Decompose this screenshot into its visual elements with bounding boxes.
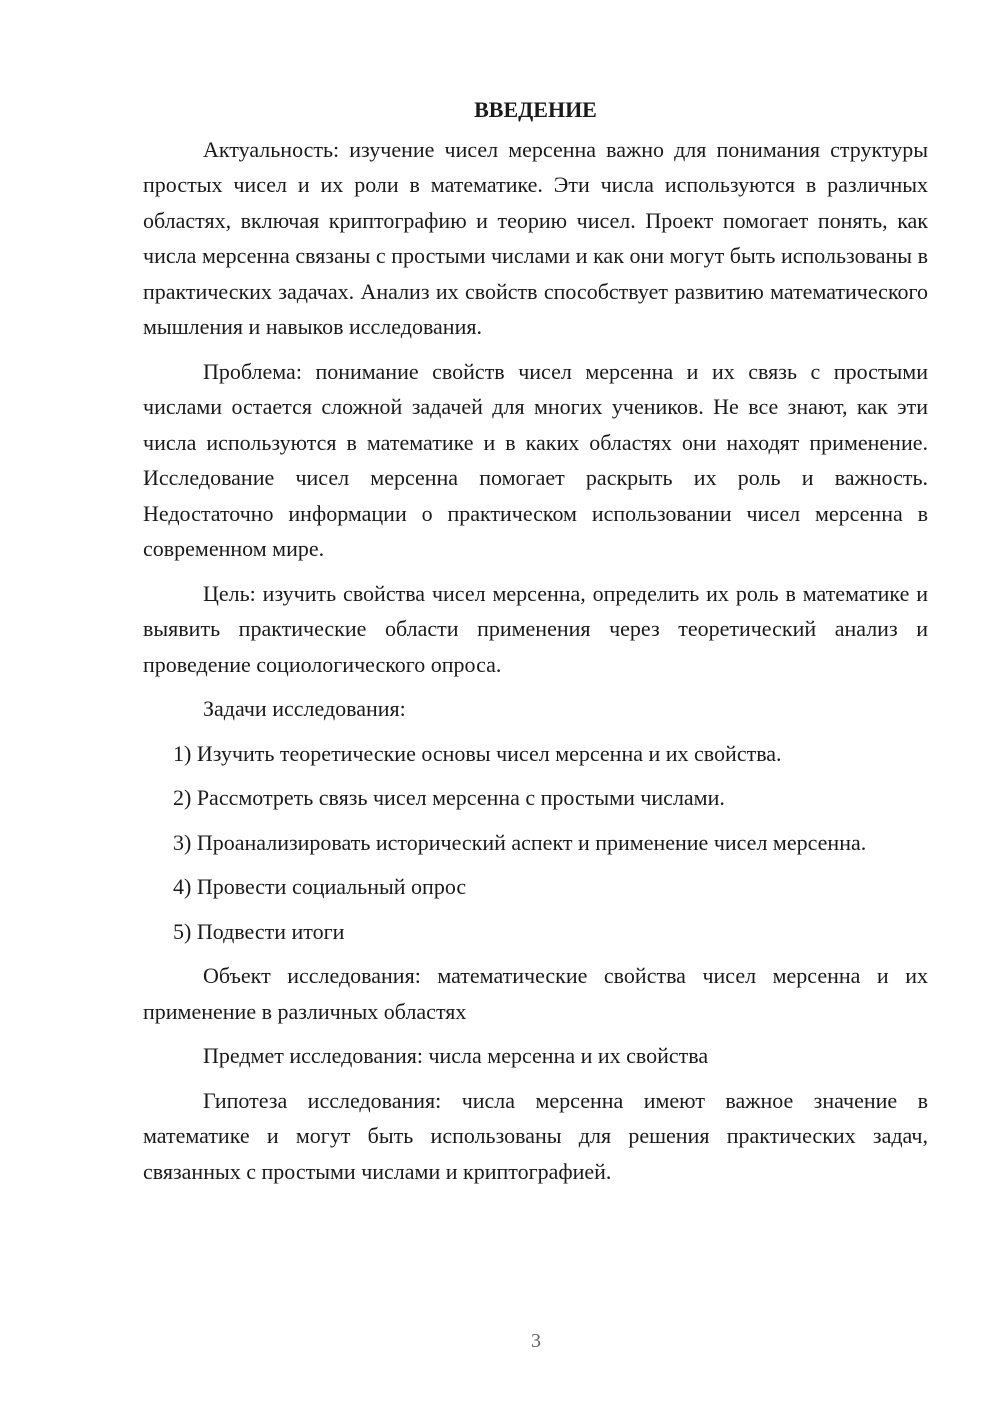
task-item-2: 2) Рассмотреть связь чисел мерсенна с простыми числами. [173,785,725,810]
document-body [143,92,928,1198]
hypothesis-paragraph: Гипотеза исследования: числа мерсенна имеют важное значение в математике и могут быть использованы для решения практических задач, связанных с простыми числами и криптографией. [143,1087,928,1184]
tasks-title: Задачи исследования: [203,696,406,721]
task-item-1: 1) Изучить теоретические основы чисел мерсенна и их свойства. [173,740,782,766]
problem-paragraph: Проблема: понимание свойств чисел мерсенна и их связь с простыми числами остается сложной задачей для многих учеников. Не все знают, как эти числа используются в математике и в каких областях они находят применение. Исследование чисел мерсенна помогает раскрыть их роль и важность. Недостаточно информации о практическом использовании чисел мерсенна в современном мире. [143,358,928,561]
task-item-3: 3) Проанализировать исторический аспект и применение чисел мерсенна. [173,829,867,855]
subject-paragraph: Предмет исследования: числа мерсенна и их свойства [203,1043,709,1068]
object-paragraph: Объект исследования: математические свойства чисел мерсенна и их применение в различных областях [143,963,928,1024]
goal-paragraph: Цель: изучить свойства чисел мерсенна, определить их роль в математике и выявить практические области применения через теоретический анализ и проведение социологического опроса. [143,580,928,677]
task-item-5: 5) Подвести итоги [173,918,345,944]
task-item-4: 4) Провести социальный опрос [173,874,467,899]
section-heading: ВВЕДЕНИЕ [474,97,597,122]
relevance-paragraph: Актуальность: изучение чисел мерсенна важно для понимания структуры простых чисел и их роли в математике. Эти числа используются в различных областях, включая криптографию и теорию чисел. Проект помогает понять, как числа мерсенна связаны с простыми числами и как они могут быть использованы в практических задачах. Анализ их свойств способствует развитию математического мышления и навыков исследования. [143,136,928,339]
page-number: 3 [531,1330,541,1352]
